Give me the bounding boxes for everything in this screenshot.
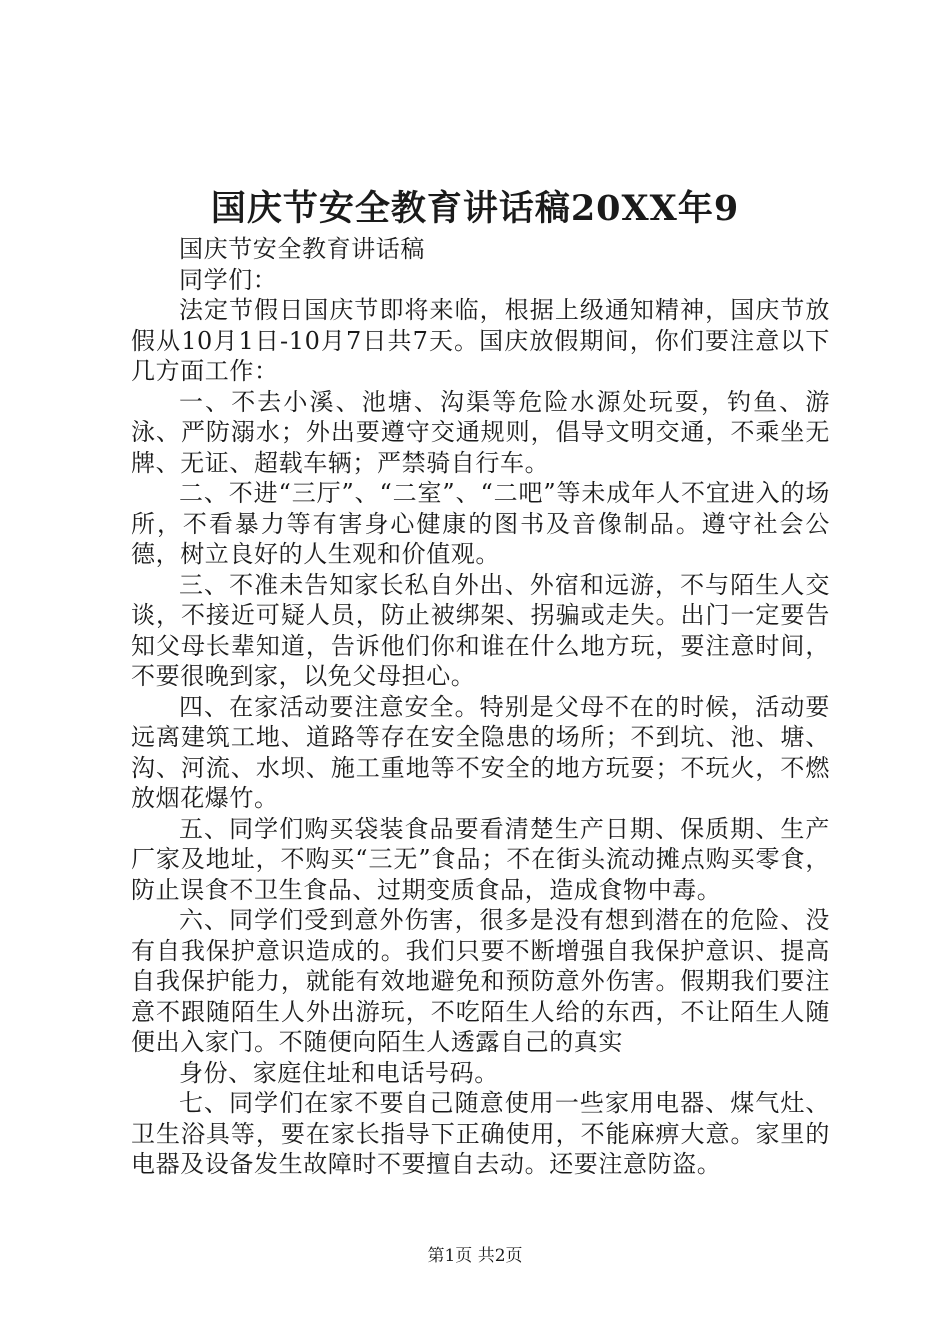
document-title: 国庆节安全教育讲话稿20XX年9 <box>210 188 740 229</box>
paragraph-intro: 法定节假日国庆节即将来临，根据上级通知精神，国庆节放假从10月1日-10月7日共7天。国庆放假期间，你们要注意以下几方面工作： <box>131 296 830 385</box>
paragraph-item-6: 六、同学们受到意外伤害，很多是没有想到潜在的危险、没有自我保护意识造成的。我们只要不断增强自我保护意识、提高自我保护能力，就能有效地避免和预防意外伤害。假期我们要注意不跟随陌生人外出游玩，不吃陌生人给的东西，不让陌生人随便出入家门。不随便向陌生人透露自己的真实 <box>131 906 830 1056</box>
paragraph-item-5: 五、同学们购买袋装食品要看清楚生产日期、保质期、生产厂家及地址，不购买“三无”食品；不在街头流动摊点购买零食，防止误食不卫生食品、过期变质食品，造成食物中毒。 <box>131 814 830 904</box>
paragraph-heading: 国庆节安全教育讲话稿 <box>179 235 425 263</box>
paragraph-item-2: 二、不进“三厅”、“二室”、“二吧”等未成年人不宜进入的场所，不看暴力等有害身心健康的图书及音像制品。遵守社会公德，树立良好的人生观和价值观。 <box>131 479 830 568</box>
paragraph-item-4: 四、在家活动要注意安全。特别是父母不在的时候，活动要远离建筑工地、道路等存在安全隐患的场所；不到坑、池、塘、沟、河流、水坝、施工重地等不安全的地方玩耍；不玩火，不燃放烟花爆竹。 <box>131 692 830 812</box>
paragraph-item-7: 七、同学们在家不要自己随意使用一些家用电器、煤气灶、卫生浴具等，要在家长指导下正确使用，不能麻痹大意。家里的电器及设备发生故障时不要擅自去动。还要注意防盗。 <box>131 1089 830 1178</box>
page-number-footer: 第1页 共2页 <box>427 1246 523 1266</box>
paragraph-greeting: 同学们： <box>179 265 278 294</box>
paragraph-item-1: 一、不去小溪、池塘、沟渠等危险水源处玩耍，钓鱼、游泳、严防溺水；外出要遵守交通规则，倡导文明交通，不乘坐无牌、无证、超载车辆；严禁骑自行车。 <box>131 387 830 477</box>
paragraph-item-6-continued: 身份、家庭住址和电话号码。 <box>179 1058 499 1087</box>
document-body <box>131 234 830 1180</box>
paragraph-item-3: 三、不准未告知家长私自外出、外宿和远游，不与陌生人交谈，不接近可疑人员，防止被绑架、拐骗或走失。出门一定要告知父母长辈知道，告诉他们你和谁在什么地方玩，要注意时间，不要很晚到家，以免父母担心。 <box>131 570 830 690</box>
